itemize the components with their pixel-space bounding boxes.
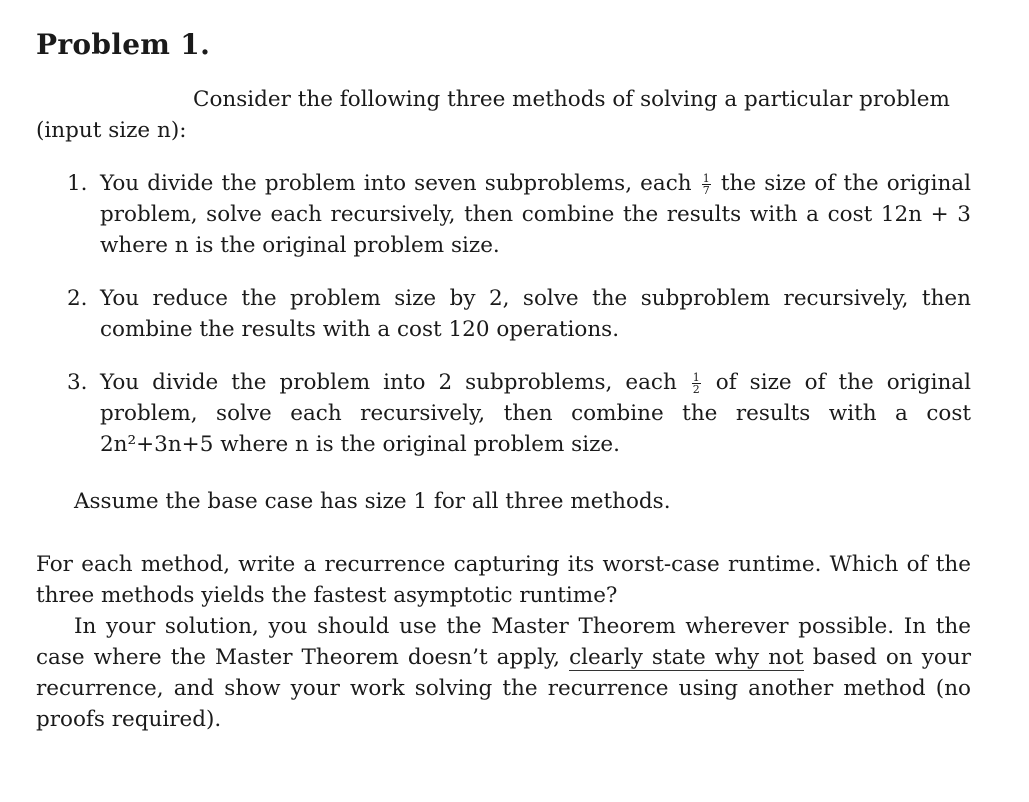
method-1-text-b: the size of the original problem, solve each recursively, then combine the results with a cost 12n + 3 where n is the original problem size. xyxy=(100,171,971,258)
methods-list xyxy=(67,168,971,482)
instructions-para-2 xyxy=(36,611,971,735)
list-item-number: 2. xyxy=(67,286,88,311)
method-1-text-a: You divide the problem into seven subproblems, each xyxy=(100,171,692,196)
instructions-text-a: In your solution, you should use the Master Theorem wherever possible. In the case where the Master Theorem doesn’t apply, xyxy=(36,614,971,670)
list-item xyxy=(67,283,971,345)
instructions-text-b: based on your recurrence, and show your work solving the recurrence using another method (no proofs required). xyxy=(36,645,971,732)
instructions xyxy=(36,549,971,735)
list-item xyxy=(67,168,971,261)
instructions-para-1: For each method, write a recurrence capturing its worst-case runtime. Which of the three methods yields the fastest asymptotic runtime? xyxy=(36,552,971,608)
fraction-denominator: 7 xyxy=(702,183,710,197)
problem-heading: Problem 1. xyxy=(36,28,211,61)
intro-line-2: (input size n): xyxy=(36,118,187,143)
method-3-text-b: of size of the original problem, solve each recursively, then combine the results with a cost 2n²+3n+5 where n is the original problem size. xyxy=(100,370,972,457)
underlined-phrase: clearly state why not xyxy=(569,645,804,670)
list-item-number: 1. xyxy=(67,171,88,196)
fraction-one-seventh xyxy=(702,173,711,196)
list-item-text xyxy=(100,168,971,261)
method-3-text-a: You divide the problem into 2 subproblems, each xyxy=(100,370,677,395)
base-case-note: Assume the base case has size 1 for all three methods. xyxy=(74,489,671,514)
fraction-numerator: 1 xyxy=(702,171,710,185)
list-item xyxy=(67,367,971,460)
fraction-denominator: 2 xyxy=(692,382,700,396)
fraction-numerator: 1 xyxy=(692,370,700,384)
list-item-number: 3. xyxy=(67,370,88,395)
intro-line-1: Consider the following three methods of solving a particular problem xyxy=(193,87,950,112)
list-item-text: You reduce the problem size by 2, solve the subproblem recursively, then combine the results with a cost 120 operations. xyxy=(100,286,971,342)
fraction-one-half xyxy=(692,372,701,395)
intro-paragraph xyxy=(36,84,971,146)
list-item-text xyxy=(100,367,971,460)
